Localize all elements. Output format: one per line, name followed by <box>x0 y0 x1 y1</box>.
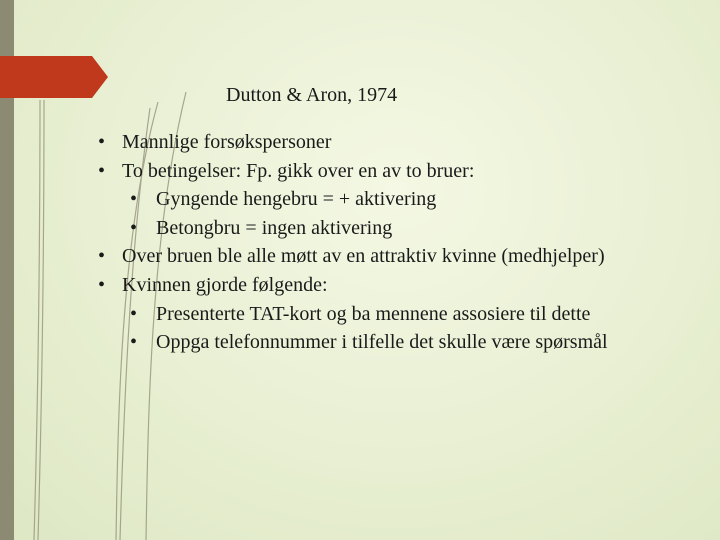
list-item-text: Oppga telefonnummer i tilfelle det skulle være spørsmål <box>156 331 608 354</box>
list-item-text: Presenterte TAT-kort og ba mennene assosiere til dette <box>156 302 591 325</box>
bullet-icon: • <box>130 331 138 354</box>
list-item <box>0 185 720 214</box>
list-item-text: Betongbru = ingen aktivering <box>156 216 393 239</box>
red-accent-tab <box>0 56 108 98</box>
bullet-list <box>0 128 720 357</box>
list-item <box>0 300 720 329</box>
bullet-icon: • <box>130 188 138 211</box>
bullet-icon: • <box>130 302 138 325</box>
list-item <box>0 128 720 157</box>
bullet-icon: • <box>98 159 106 182</box>
list-item <box>0 157 720 186</box>
list-item <box>0 328 720 357</box>
list-item <box>0 242 720 271</box>
list-item <box>0 271 720 300</box>
bullet-icon: • <box>98 273 106 296</box>
list-item-text: To betingelser: Fp. gikk over en av to bruer: <box>122 159 475 182</box>
bullet-icon: • <box>98 245 106 268</box>
slide-title: Dutton & Aron, 1974 <box>226 84 398 106</box>
list-item-text: Kvinnen gjorde følgende: <box>122 273 328 296</box>
list-item <box>0 214 720 243</box>
list-item-text: Mannlige forsøkspersoner <box>122 131 332 153</box>
bullet-icon: • <box>98 131 106 153</box>
bullet-icon: • <box>130 216 138 239</box>
list-item-text: Gyngende hengebru = + aktivering <box>156 188 437 211</box>
list-item-text: Over bruen ble alle møtt av en attraktiv kvinne (medhjelper) <box>122 245 605 268</box>
